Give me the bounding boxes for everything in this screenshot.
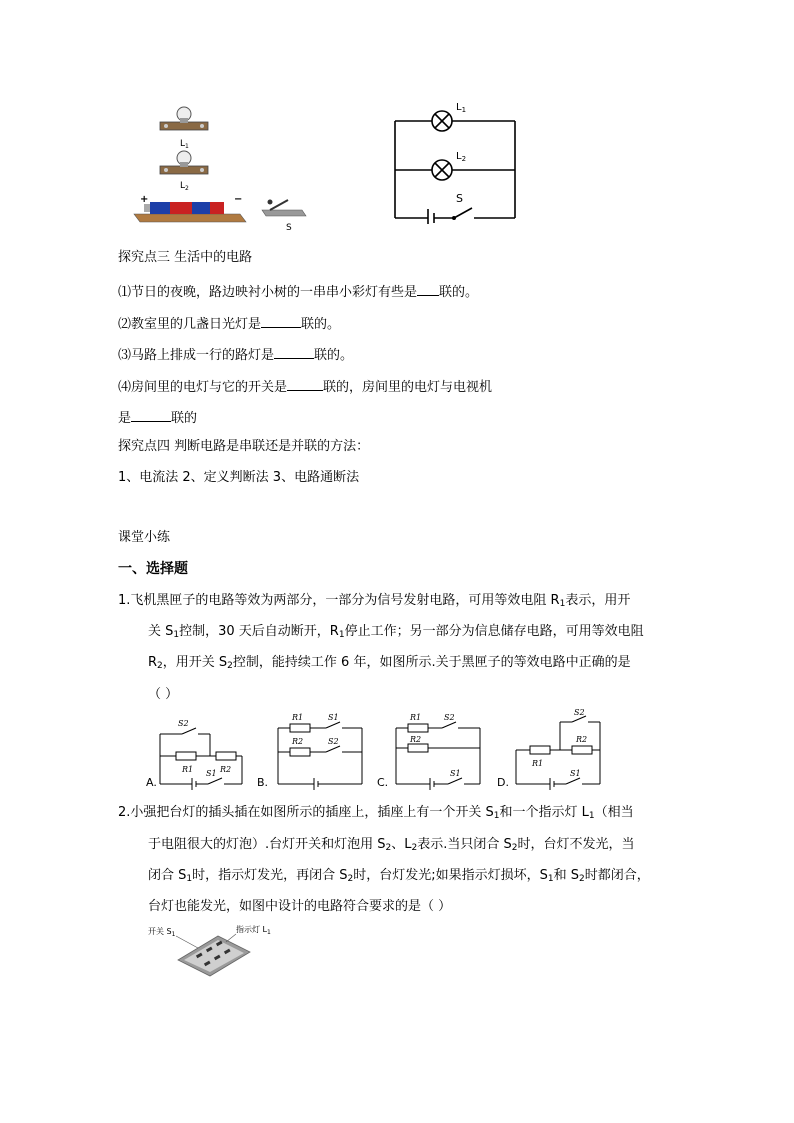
q1-line-2: 关 $S_1$控制，30 天后自动断开，$R_1$停止工作；另一部分为信息储存电路，可用等效电阻 bbox=[148, 624, 644, 640]
indicator-l1-label: 指示灯 $L_1$ bbox=[236, 925, 271, 936]
q1-option-a[interactable]: A. bbox=[146, 776, 157, 789]
answer-blank[interactable] bbox=[417, 281, 439, 296]
q1-c-s1-label: S1 bbox=[450, 769, 461, 778]
circuit-s-label: S bbox=[456, 192, 463, 205]
q1-option-d[interactable]: D. bbox=[497, 776, 509, 789]
q1-a-r1-label: R1 bbox=[182, 765, 194, 774]
lamp-l1-component bbox=[160, 107, 208, 130]
minus-sign: − bbox=[234, 194, 243, 205]
battery-component bbox=[134, 202, 246, 222]
q2-line-1: 2.小强把台灯的插头插在如图所示的插座上，插座上有一个开关 $S_1$和一个指示灯 $L_1$（相当 bbox=[118, 805, 634, 821]
section3-item-4: ⑷房间里的电灯与它的开关是 联的，房间里的电灯与电视机 bbox=[118, 376, 492, 397]
q1-b-s2-label: S2 bbox=[328, 737, 339, 746]
switch-component bbox=[262, 200, 306, 217]
section4-methods: 1、电流法 2、定义判断法 3、电路通断法 bbox=[118, 470, 360, 485]
q1-d-r1-label: R1 bbox=[532, 759, 544, 768]
choice-section-heading: 一、选择题 bbox=[118, 561, 188, 577]
lamp-l2-label: $L_2$ bbox=[180, 181, 189, 192]
lamp-l1-label: $L_1$ bbox=[180, 139, 189, 150]
q1-option-b[interactable]: B. bbox=[257, 776, 269, 789]
plus-sign: + bbox=[140, 194, 149, 205]
q1-b-s1-label: S1 bbox=[328, 713, 339, 722]
section3-item-3: ⑶马路上排成一行的路灯是 联的。 bbox=[118, 344, 353, 365]
answer-blank[interactable] bbox=[274, 344, 314, 359]
practice-title: 课堂小练 bbox=[118, 530, 171, 545]
q1-a-s1-label: S1 bbox=[206, 769, 217, 778]
q1-b-r2-label: R2 bbox=[292, 737, 304, 746]
circuit-l1-label: $L_1$ bbox=[456, 102, 467, 114]
q2-line-4: 台灯也能发光，如图中设计的电路符合要求的是（ ） bbox=[148, 899, 452, 914]
q1-line-1: 1.飞机黑匣子的电路等效为两部分，一部分为信号发射电路，可用等效电阻 $R_1$表示，用开 bbox=[118, 593, 631, 609]
power-strip-image bbox=[176, 934, 250, 976]
q2-line-2: 于电阻很大的灯泡）.台灯开关和灯泡用 $S_2$、$L_2$表示.当只闭合 $S_2$时，台灯不发光，当 bbox=[148, 837, 635, 853]
q1-b-r1-label: R1 bbox=[292, 713, 304, 722]
q2-line-3: 闭合 $S_1$时，指示灯发光，再闭合 $S_2$时，台灯发光;如果指示灯损坏，$S_1$和 $S_2$时都闭合， bbox=[148, 868, 650, 884]
q1-option-c[interactable]: C. bbox=[377, 776, 389, 789]
q1-options-figure bbox=[140, 708, 610, 794]
q1-c-r1-label: R1 bbox=[410, 713, 422, 722]
q1-a-s2-label: S2 bbox=[178, 719, 189, 728]
q1-d-r2-label: R2 bbox=[576, 735, 588, 744]
answer-blank[interactable] bbox=[131, 407, 171, 422]
answer-blank[interactable] bbox=[287, 376, 323, 391]
switch-s-label: S bbox=[286, 223, 292, 233]
section3-title: 探究点三 生活中的电路 bbox=[118, 250, 253, 265]
q1-line-4: （ ） bbox=[148, 687, 179, 702]
parallel-circuit-diagram bbox=[390, 96, 530, 224]
power-strip-figure bbox=[144, 922, 284, 978]
q1-d-s2-label: S2 bbox=[574, 708, 585, 717]
section3-item-2: ⑵教室里的几盏日光灯是 联的。 bbox=[118, 313, 340, 334]
q1-d-s1-label: S1 bbox=[570, 769, 581, 778]
switch-s1-label: 开关 $S_1$ bbox=[148, 927, 176, 938]
component-figure bbox=[130, 98, 310, 238]
section4-title: 探究点四 判断电路是串联还是并联的方法： bbox=[118, 439, 370, 454]
section3-item-4-cont: 是 联的 bbox=[118, 407, 197, 428]
circuit-l2-label: $L_2$ bbox=[456, 151, 467, 163]
answer-blank[interactable] bbox=[261, 313, 301, 328]
q1-a-r2-label: R2 bbox=[220, 765, 232, 774]
q1-line-3: $R_2$，用开关 $S_2$控制，能持续工作 6 年，如图所示.关于黑匣子的等效电路中正确的是 bbox=[148, 655, 631, 671]
section3-item-1: ⑴节日的夜晚，路边映衬小树的一串串小彩灯有些是 联的。 bbox=[118, 281, 478, 302]
q1-c-r2-label: R2 bbox=[410, 735, 422, 744]
lamp-l2-component bbox=[160, 151, 208, 174]
q1-c-s2-label: S2 bbox=[444, 713, 455, 722]
